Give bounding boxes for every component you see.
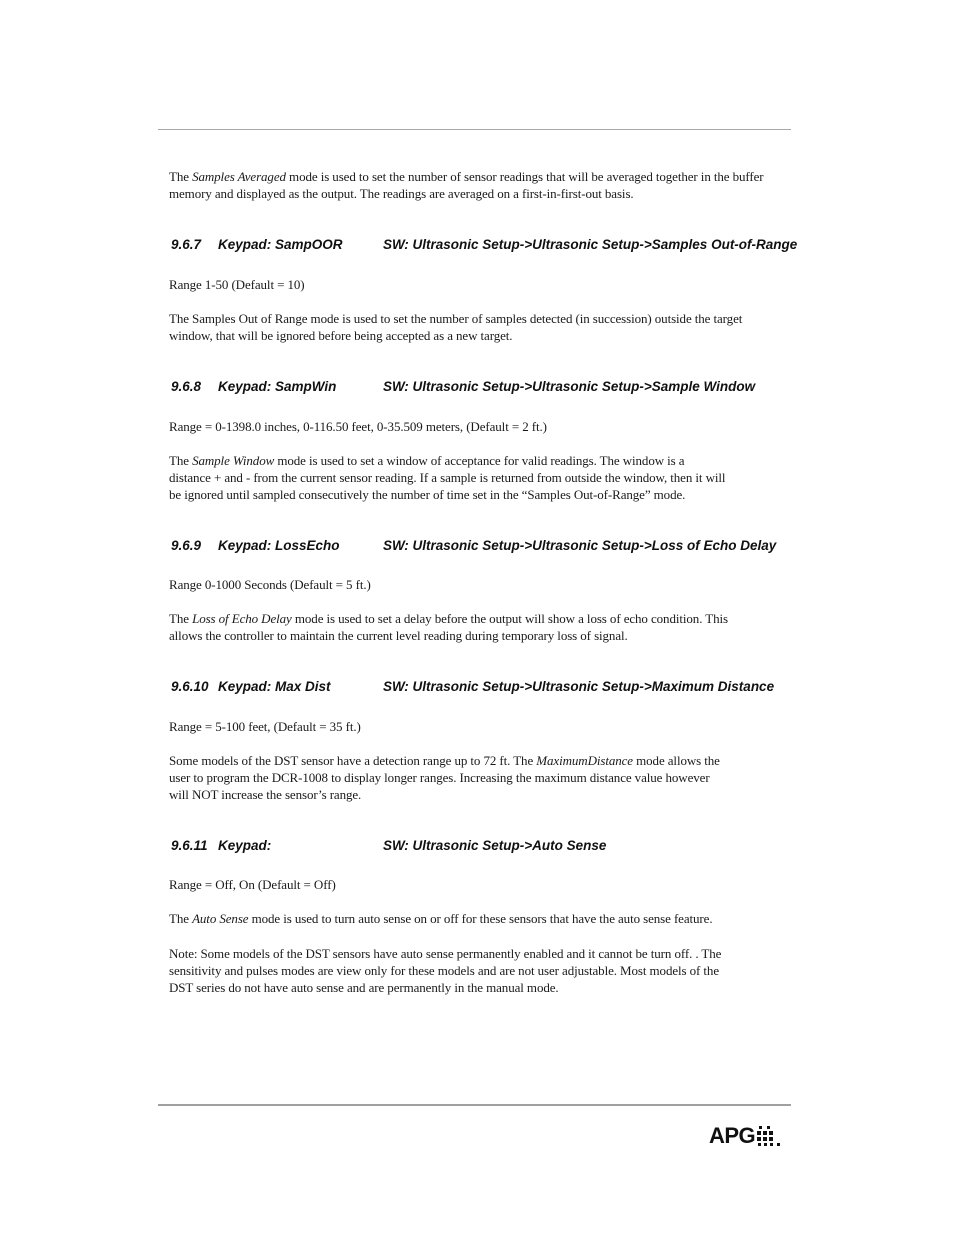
- range-9-6-9: Range 0-1000 Seconds (Default = 5 ft.): [169, 577, 371, 592]
- section-heading-9-6-11: 9.6.11 Keypad: SW: Ultrasonic Setup->Auto Sense: [171, 838, 607, 853]
- section-heading-9-6-7: 9.6.7 Keypad: SampOOR SW: Ultrasonic Setup->Ultrasonic Setup->Samples Out-of-Range: [171, 237, 798, 252]
- range-9-6-8: Range = 0-1398.0 inches, 0-116.50 feet, 0-35.509 meters, (Default = 2 ft.): [169, 419, 547, 434]
- section-heading-9-6-10: 9.6.10 Keypad: Max Dist SW: Ultrasonic Setup->Ultrasonic Setup->Maximum Distance: [171, 679, 775, 694]
- intro-paragraph: The Samples Averaged mode is used to set the number of sensor readings that will be averaged together in the buffer memory and displayed as the output. The readings are averaged on a first-in-first-out basis.: [169, 169, 764, 201]
- emphasis-samples-averaged: Samples Averaged: [192, 169, 286, 184]
- description-9-6-8: The Sample Window mode is used to set a window of acceptance for valid readings. The window is a distance + and - from the current sensor reading. If a sample is returned from outside the window, then it will be ignored until sampled consecutively the number of time set in the “Samples Out-of-Range” mode.: [169, 453, 726, 502]
- apg-logo: [709, 1119, 781, 1149]
- footer-rule: [158, 1104, 791, 1106]
- description-9-6-9: The Loss of Echo Delay mode is used to set a delay before the output will show a loss of echo condition. This allows the controller to maintain the current level reading during temporary loss of signal.: [169, 611, 728, 643]
- logo-text: APG: [709, 1123, 756, 1148]
- emphasis-loss-of-echo-delay: Loss of Echo Delay: [192, 611, 292, 626]
- note-9-6-11: Note: Some models of the DST sensors have auto sense permanently enabled and it cannot be turn off. . The sensitivity and pulses modes are view only for these models and are not user adjustable. Most models of the DST series do not have auto sense and are permanently in the manual mode.: [169, 946, 722, 995]
- range-9-6-10: Range = 5-100 feet, (Default = 35 ft.): [169, 719, 361, 734]
- description-9-6-11: The Auto Sense mode is used to turn auto sense on or off for these sensors that have the auto sense feature.: [169, 911, 713, 926]
- header-rule: [158, 129, 791, 130]
- emphasis-maximum-distance: MaximumDistance: [536, 753, 633, 768]
- section-heading-9-6-9: 9.6.9 Keypad: LossEcho SW: Ultrasonic Setup->Ultrasonic Setup->Loss of Echo Delay: [171, 538, 777, 553]
- description-9-6-7: The Samples Out of Range mode is used to set the number of samples detected (in succession) outside the target window, that will be ignored before being accepted as a new target.: [169, 311, 743, 343]
- range-9-6-7: Range 1-50 (Default = 10): [169, 277, 305, 292]
- section-heading-9-6-8: 9.6.8 Keypad: SampWin SW: Ultrasonic Setup->Ultrasonic Setup->Sample Window: [171, 379, 756, 394]
- range-9-6-11: Range = Off, On (Default = Off): [169, 877, 336, 892]
- emphasis-auto-sense: Auto Sense: [192, 911, 249, 926]
- logo-dot-grid-icon: [757, 1126, 781, 1146]
- description-9-6-10: Some models of the DST sensor have a detection range up to 72 ft. The MaximumDistance mode allows the user to program the DCR-1008 to display longer ranges. Increasing the maximum distance value however will NOT increase the sensor’s range.: [169, 753, 720, 802]
- emphasis-sample-window: Sample Window: [192, 453, 275, 468]
